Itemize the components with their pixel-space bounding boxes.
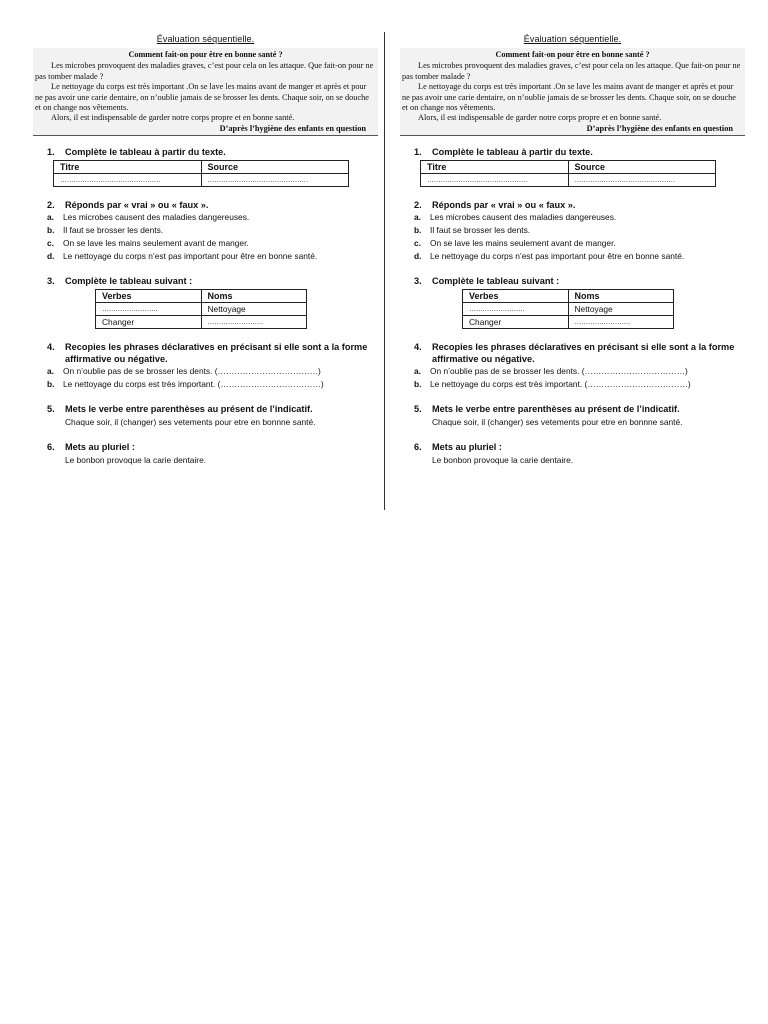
question-number: 6.	[414, 442, 422, 453]
question-title: Recopies les phrases déclaratives en précisant si elle sont a la forme affirmative ou négative.	[432, 342, 735, 365]
question-title: Complète le tableau suivant :	[65, 276, 193, 287]
question-5	[400, 403, 745, 429]
question-3	[400, 275, 745, 329]
table-header-noms: Noms	[201, 290, 307, 303]
question-number: 2.	[414, 200, 422, 211]
list-item: b. Le nettoyage du corps est très important. (………………………………)	[414, 379, 691, 390]
table-header-titre: Titre	[54, 161, 202, 174]
answer-cell-source[interactable]: ………………………………………	[568, 174, 716, 187]
list-item: c. On se lave les mains seulement avant de manger.	[414, 238, 616, 249]
table-header-noms: Noms	[568, 290, 674, 303]
reading-passage	[400, 48, 745, 136]
column-divider	[384, 32, 385, 510]
list-item: a. Les microbes causent des maladies dangereuses.	[414, 212, 617, 223]
question-number: 5.	[414, 404, 422, 415]
list-item: d. Le nettoyage du corps n’est pas important pour être en bonne santé.	[47, 251, 318, 262]
question-3	[33, 275, 378, 329]
title-source-table	[420, 160, 716, 187]
passage-paragraph-3: Alors, il est indispensable de garder notre corps propre et en bonne santé.	[418, 113, 662, 123]
question-title: Complète le tableau à partir du texte.	[65, 147, 226, 158]
question-title: Mets le verbe entre parenthèses au présent de l’indicatif.	[432, 404, 680, 415]
question-text: Chaque soir, il (changer) ses vetements pour etre en bonnne santé.	[65, 417, 316, 428]
question-1	[33, 146, 378, 187]
question-6	[33, 441, 378, 467]
question-text: Chaque soir, il (changer) ses vetements pour etre en bonnne santé.	[432, 417, 683, 428]
list-item: a. On n’oublie pas de se brosser les dents. (………………………………)	[47, 366, 321, 377]
worksheet-title: Évaluation séquentielle.	[523, 34, 622, 44]
question-number: 2.	[47, 200, 55, 211]
list-item: d. Le nettoyage du corps n’est pas important pour être en bonne santé.	[414, 251, 685, 262]
table-cell: Changer	[463, 316, 569, 329]
table-cell: Nettoyage	[568, 303, 674, 316]
question-2	[400, 199, 745, 263]
list-item: a. On n’oublie pas de se brosser les dents. (………………………………)	[414, 366, 688, 377]
question-number: 6.	[47, 442, 55, 453]
question-number: 1.	[47, 147, 55, 158]
passage-paragraph-1: Les microbes provoquent des maladies graves, c’est pour cela on les attaque. Que fait-on pour ne pas tomber malade ?	[35, 61, 374, 81]
table-cell: Nettoyage	[201, 303, 307, 316]
table-header-verbes: Verbes	[463, 290, 569, 303]
question-number: 4.	[47, 342, 55, 353]
list-item: b. Il faut se brosser les dents.	[47, 225, 164, 236]
answer-cell[interactable]: …………………….	[201, 316, 307, 329]
list-item: b. Il faut se brosser les dents.	[414, 225, 531, 236]
question-title: Complète le tableau suivant :	[432, 276, 560, 287]
question-5	[33, 403, 378, 429]
question-title: Mets au pluriel :	[432, 442, 502, 453]
question-title: Recopies les phrases déclaratives en précisant si elle sont a la forme affirmative ou négative.	[65, 342, 368, 365]
list-item: b. Le nettoyage du corps est très important. (………………………………)	[47, 379, 324, 390]
question-title: Réponds par « vrai » ou « faux ».	[432, 200, 576, 211]
question-1	[400, 146, 745, 187]
verbs-nouns-table	[95, 289, 307, 329]
answer-cell[interactable]: …………………….	[568, 316, 674, 329]
answer-cell[interactable]: …………………….	[96, 303, 202, 316]
passage-paragraph-1: Les microbes provoquent des maladies graves, c’est pour cela on les attaque. Que fait-on pour ne pas tomber malade ?	[402, 61, 741, 81]
worksheet-right	[400, 28, 745, 467]
question-title: Réponds par « vrai » ou « faux ».	[65, 200, 209, 211]
table-header-source: Source	[201, 161, 349, 174]
answer-cell-source[interactable]: ………………………………………	[201, 174, 349, 187]
question-number: 3.	[47, 276, 55, 287]
question-title: Complète le tableau à partir du texte.	[432, 147, 593, 158]
worksheet-title: Évaluation séquentielle.	[156, 34, 255, 44]
table-header-source: Source	[568, 161, 716, 174]
answer-cell-titre[interactable]: ………………………………………	[54, 174, 202, 187]
list-item: a. Les microbes causent des maladies dangereuses.	[47, 212, 250, 223]
question-number: 5.	[47, 404, 55, 415]
list-item: c. On se lave les mains seulement avant de manger.	[47, 238, 249, 249]
reading-passage	[33, 48, 378, 136]
passage-source: D’après l’hygiène des enfants en question	[586, 123, 733, 133]
passage-question: Comment fait-on pour être en bonne santé ?	[495, 50, 650, 59]
question-text: Le bonbon provoque la carie dentaire.	[432, 455, 574, 466]
table-cell: Changer	[96, 316, 202, 329]
question-2	[33, 199, 378, 263]
question-4	[33, 341, 378, 391]
table-header-titre: Titre	[421, 161, 569, 174]
answer-cell[interactable]: …………………….	[463, 303, 569, 316]
worksheet-left	[33, 28, 378, 467]
question-number: 1.	[414, 147, 422, 158]
passage-question: Comment fait-on pour être en bonne santé ?	[128, 50, 283, 59]
table-header-verbes: Verbes	[96, 290, 202, 303]
question-number: 4.	[414, 342, 422, 353]
question-title: Mets le verbe entre parenthèses au présent de l’indicatif.	[65, 404, 313, 415]
passage-paragraph-2: Le nettoyage du corps est très important .On se lave les mains avant de manger et après et pour ne pas avoir une carie dentaire, on n’oublie jamais de se brosser les dents. Chaque soir, on se douche et on change nos vêtements.	[402, 82, 736, 113]
question-text: Le bonbon provoque la carie dentaire.	[65, 455, 207, 466]
passage-paragraph-2: Le nettoyage du corps est très important .On se lave les mains avant de manger et après et pour ne pas avoir une carie dentaire, on n’oublie jamais de se brosser les dents. Chaque soir, on se douche et on change nos vêtements.	[35, 82, 369, 113]
answer-cell-titre[interactable]: ………………………………………	[421, 174, 569, 187]
verbs-nouns-table	[462, 289, 674, 329]
title-source-table	[53, 160, 349, 187]
passage-source: D’après l’hygiène des enfants en question	[219, 123, 366, 133]
question-4	[400, 341, 745, 391]
question-number: 3.	[414, 276, 422, 287]
question-6	[400, 441, 745, 467]
question-title: Mets au pluriel :	[65, 442, 135, 453]
passage-paragraph-3: Alors, il est indispensable de garder notre corps propre et en bonne santé.	[51, 113, 295, 123]
